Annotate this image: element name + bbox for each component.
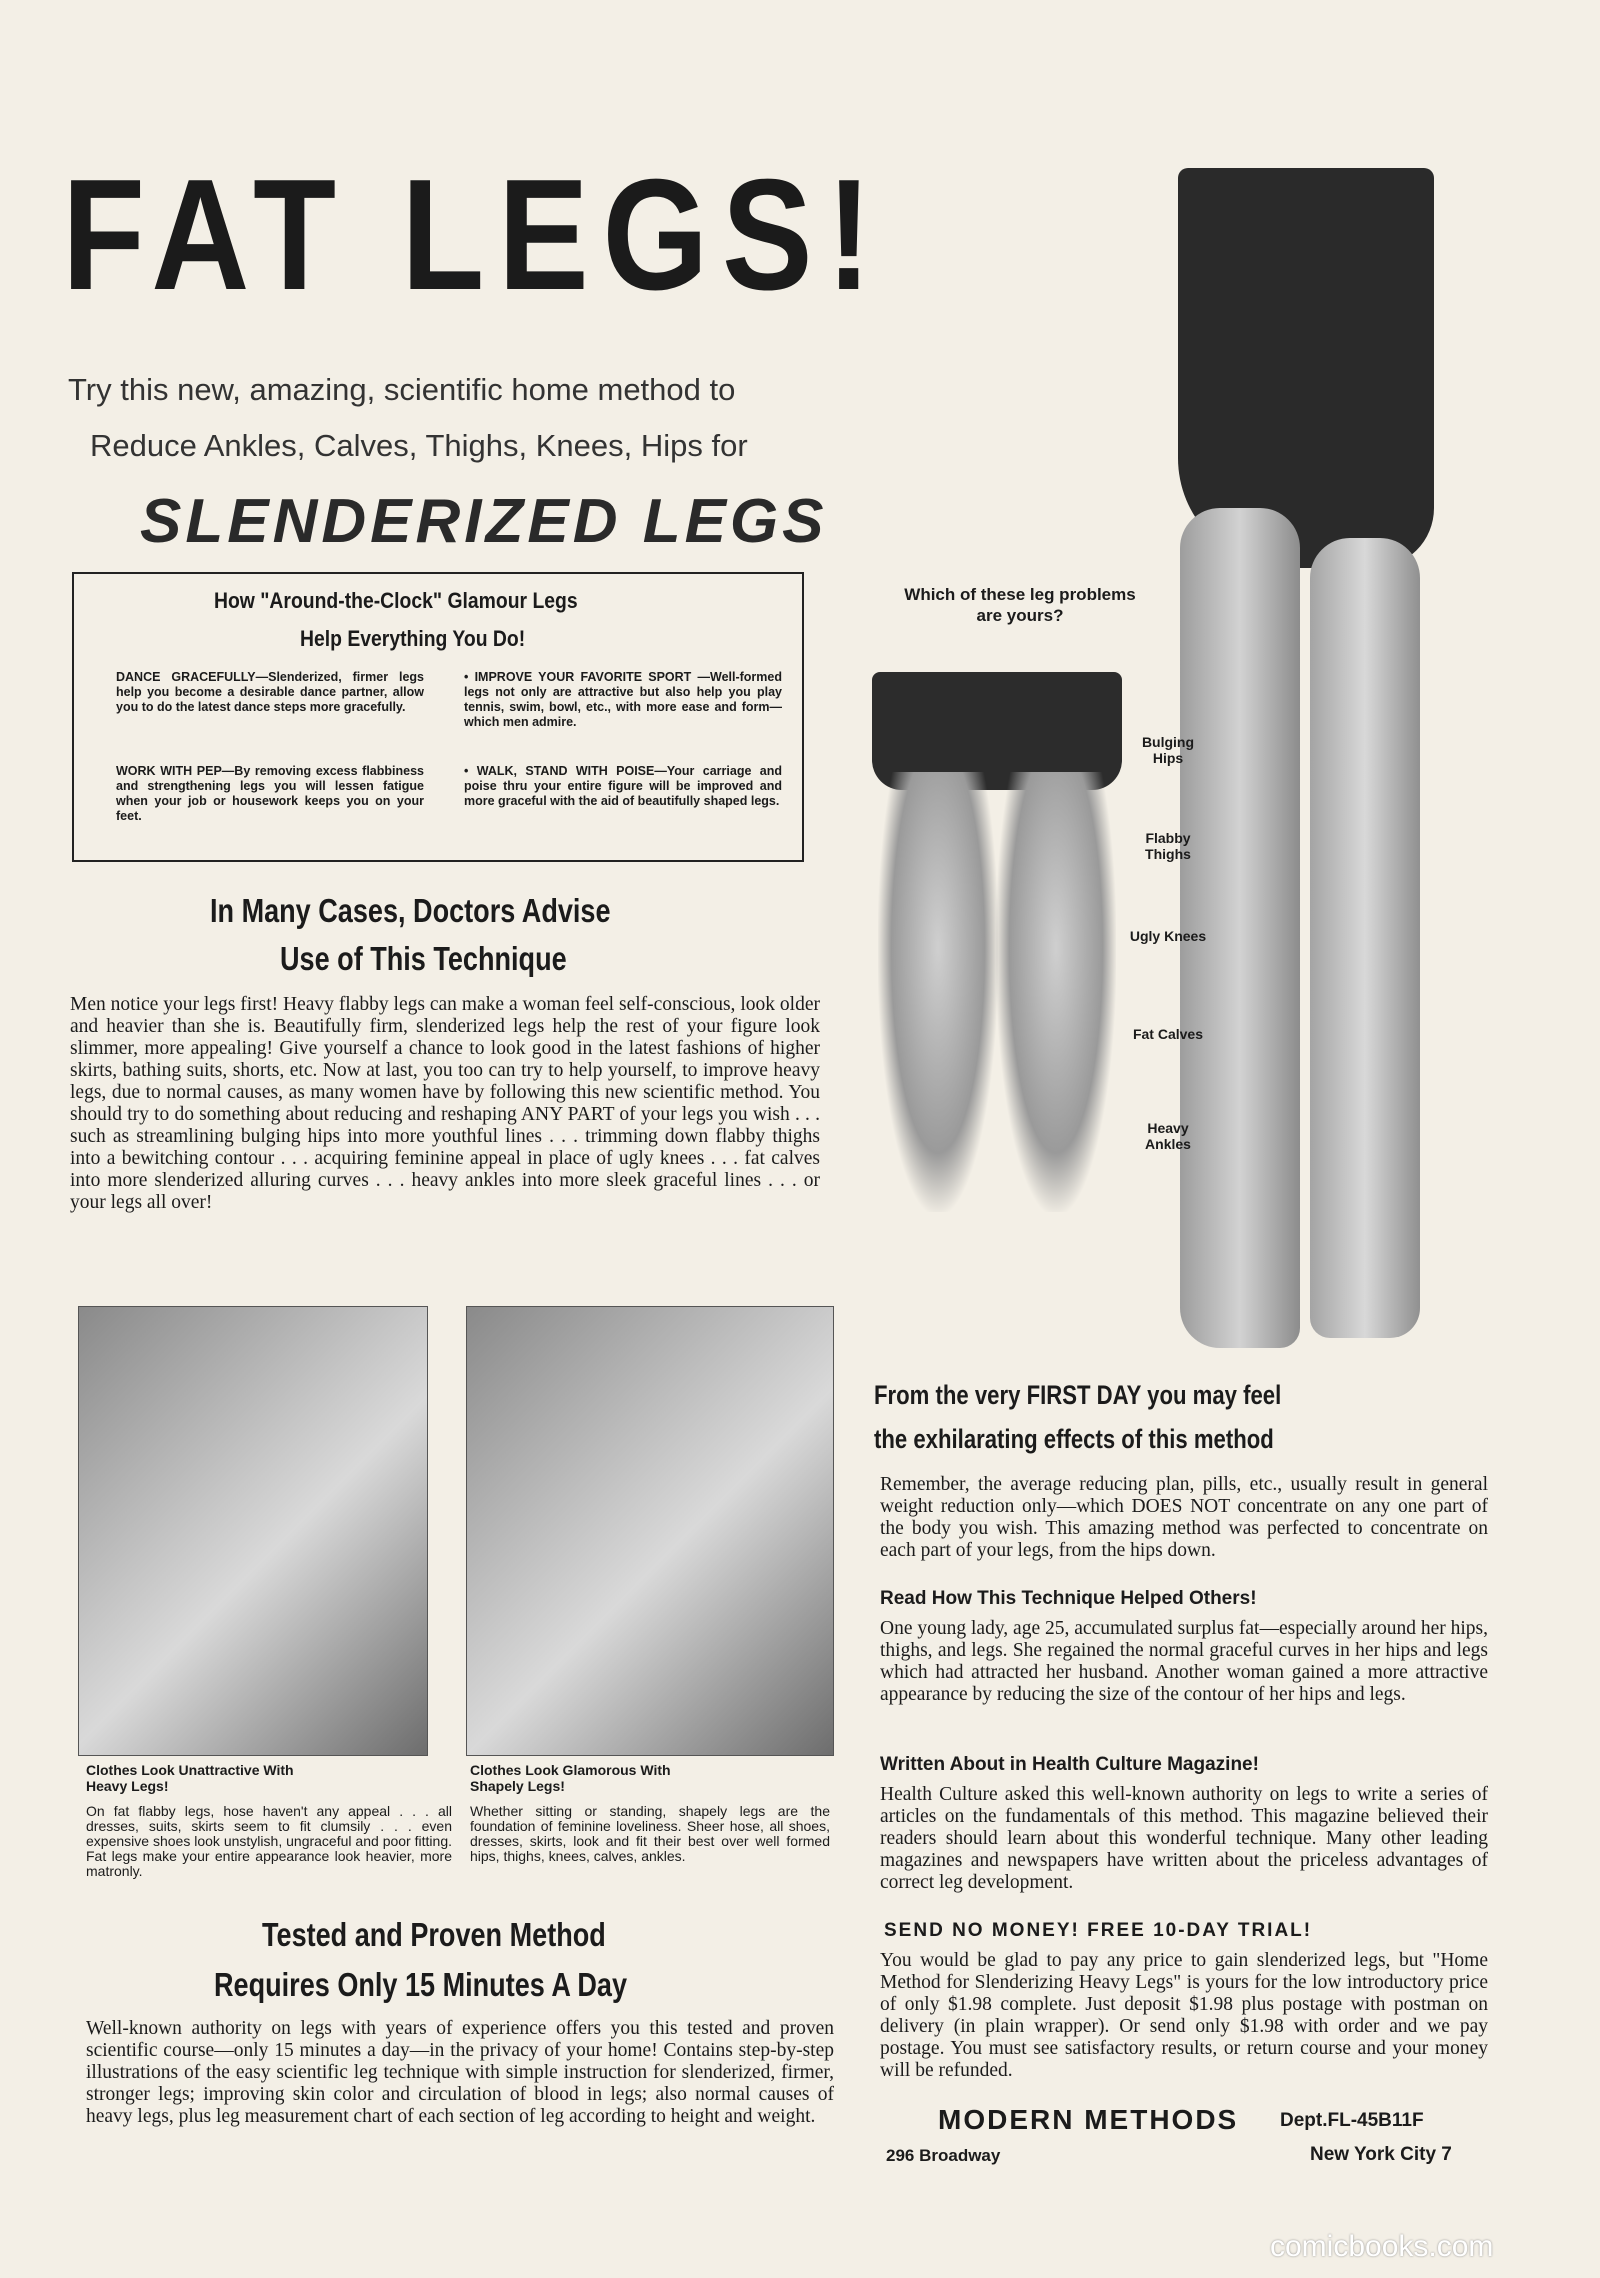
magazine-heading: Written About in Health Culture Magazine! (880, 1754, 1259, 1775)
doctors-heading-2: Use of This Technique (280, 940, 567, 977)
watermark: comicbooks.com (1270, 2230, 1494, 2263)
photo-caption-heavy-body: On fat flabby legs, hose haven't any appeal . . . all dresses, suits, skirts seem to fit clumsily . . . even expensive shoes look unstylish, ungraceful and poor fitting. Fat legs make your entire appearance look heavier, more matronly. (86, 1803, 452, 1879)
company-street: 296 Broadway (886, 2146, 1001, 2165)
helped-heading: Read How This Technique Helped Others! (880, 1588, 1257, 1609)
doctors-body: Men notice your legs first! Heavy flabby legs can make a woman feel self-conscious, look older and heavier than she is. Beautifully firm, slenderized legs help the rest of your figure look slimmer, more appealing! Give yourself a chance to look good in the latest fashions of higher skirts, bathing suits, shorts, etc. Now at last, you too can try to help yourself, to improve heavy legs, due to normal causes, as many women have by following this new scientific method. You should try to do something about reducing and reshaping ANY PART of your legs you wish . . . such as streamlining bulging hips into more youthful lines . . . trimming down flabby thighs into a bewitching contour . . . acquiring feminine appeal in place of ugly knees . . . fat calves into more slenderized alluring curves . . . heavy ankles into more sleek graceful lines . . . or your legs all over! (70, 994, 820, 1213)
magazine-body: Health Culture asked this well-known authority on legs to write a series of articles on the fundamentals of this method. This magazine believed their readers should learn about this wonderful technique. Many other leading magazines and newspapers have written about the priceless advantages of correct leg development. (880, 1784, 1488, 1893)
box-title-1: How "Around-the-Clock" Glamour Legs (214, 588, 578, 613)
problem-label-knees: Ugly Knees (1129, 928, 1207, 944)
headline: FAT LEGS! (62, 147, 886, 323)
firstday-body: Remember, the average reducing plan, pills, etc., usually result in general weight reduction only—which DOES NOT concentrate on any one part of the body you wish. This amazing method was perfected to concentrate on each part of your legs, from the hips down. (880, 1474, 1488, 1561)
tested-heading-1: Tested and Proven Method (262, 1916, 606, 1953)
firstday-heading-1: From the very FIRST DAY you may feel (874, 1380, 1282, 1410)
problem-label-calves: Fat Calves (1132, 1026, 1204, 1042)
box-item-dance: DANCE GRACEFULLY—Slenderized, firmer legs help you become a desirable dance partner, allow you to do the latest dance steps more gracefully. (116, 670, 424, 714)
trial-body: You would be glad to pay any price to gain slenderized legs, but "Home Method for Slenderizing Heavy Legs" is yours for the low introductory price of only $1.98 complete. Just deposit $1.98 plus postage with postman on delivery (in plain wrapper). Or send only $1.98 with order and we pay postage. You must see satisfactory results, or return course and your money will be refunded. (880, 1950, 1488, 2081)
tested-heading-2: Requires Only 15 Minutes A Day (214, 1966, 628, 2003)
helped-body: One young lady, age 25, accumulated surplus fat—especially around her hips, thighs, and legs. She regained the normal graceful curves in her hips and legs which had attracted her husband. Another woman gained a more attractive appearance by reducing the size of the contour of her hips and legs. (880, 1618, 1488, 1705)
photo-caption-shapely-body: Whether sitting or standing, shapely legs are the foundation of feminine loveliness. Sheer hose, all shoes, dresses, skirts, look and fit their best over well formed hips, thighs, knees, calves, ankles. (470, 1803, 830, 1864)
firstday-heading-2: the exhilarating effects of this method (874, 1424, 1274, 1454)
company-name: MODERN METHODS (938, 2104, 1239, 2135)
photo-heavy-legs (78, 1306, 428, 1756)
box-item-work: WORK WITH PEP—By removing excess flabbiness and strengthening legs you will lessen fatigue when your job or housework keeps you on your feet. (116, 764, 424, 823)
intro-line-1: Try this new, amazing, scientific home method to (68, 372, 736, 407)
slenderized-heading: SLENDERIZED LEGS (140, 487, 828, 556)
trial-heading: SEND NO MONEY! FREE 10-DAY TRIAL! (884, 1920, 1313, 1941)
photo-shapely-legs (466, 1306, 834, 1756)
photo-caption-shapely-head: Clothes Look Glamorous With Shapely Legs! (470, 1762, 671, 1794)
photo-caption-heavy-head: Clothes Look Unattractive With Heavy Legs! (86, 1762, 294, 1794)
company-city: New York City 7 (1310, 2144, 1452, 2165)
glamour-box (72, 572, 804, 862)
doctors-heading-1: In Many Cases, Doctors Advise (210, 892, 611, 929)
tested-body: Well-known authority on legs with years of experience offers you this tested and proven scientific course—only 15 minutes a day—in the privacy of your home! Contains step-by-step illustrations of the easy scientific leg technique with simple instruction for slenderized, firmer, stronger legs; improving skin color and circulation of blood in legs; also normal causes of heavy legs, plus leg measurement chart of each section of leg according to height and weight. (86, 2018, 834, 2127)
problem-label-thighs: Flabby Thighs (1145, 830, 1191, 862)
box-title-2: Help Everything You Do! (300, 626, 526, 651)
tall-legs-figure (1170, 168, 1440, 1348)
problem-label-ankles: Heavy Ankles (1145, 1120, 1191, 1152)
problem-label-hips: Bulging Hips (1141, 734, 1195, 766)
intro-line-2: Reduce Ankles, Calves, Thighs, Knees, Hips for (90, 428, 748, 463)
problems-question: Which of these leg problems are yours? (904, 585, 1136, 625)
box-item-sport: • IMPROVE YOUR FAVORITE SPORT —Well-formed legs not only are attractive but also help you play tennis, swim, bowl, etc., with more ease and form—which men admire. (464, 670, 782, 729)
heavy-legs-figure (872, 672, 1122, 1212)
company-dept: Dept.FL-45B11F (1280, 2110, 1424, 2131)
box-item-poise: • WALK, STAND WITH POISE—Your carriage and poise thru your entire figure will be improved and more graceful with the aid of beautifully shaped legs. (464, 764, 782, 808)
